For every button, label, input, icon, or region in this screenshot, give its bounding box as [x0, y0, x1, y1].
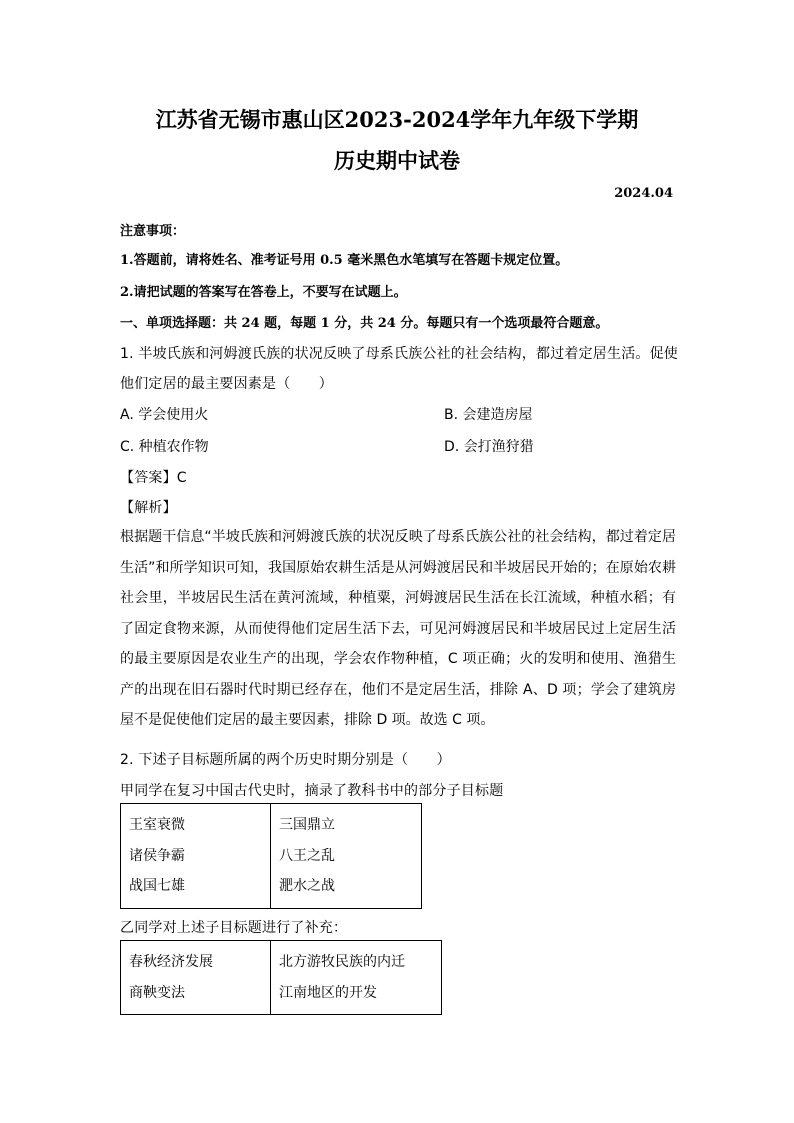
q1-stem-line1: 1. 半坡氏族和河姆渡氏族的状况反映了母系氏族公社的社会结构，都过着定居生活。促使 — [120, 346, 679, 362]
table-cell: 诸侯争霸 — [129, 847, 185, 864]
table-cell: 八王之乱 — [279, 847, 335, 864]
table-cell: 春秋经济发展 — [129, 954, 213, 970]
q2-intro-a: 甲同学在复习中国古代史时，摘录了教科书中的部分子目标题 — [120, 783, 504, 799]
q1-analysis-label: 【解析】 — [120, 500, 177, 516]
table-cell: 江南地区的开发 — [279, 984, 377, 1001]
table-cell: 战国七雄 — [129, 878, 185, 894]
q1-option-a: A. 学会使用火 — [120, 407, 209, 423]
q1-stem-line2: 他们定居的最主要因素是（ ） — [120, 376, 333, 392]
q2-table-a — [120, 803, 422, 909]
notice-item-1: 1.答题前，请将姓名、准考证号用 0.5 毫米黑色水笔填写在答题卡规定位置。 — [120, 253, 569, 268]
table-cell: 商鞅变法 — [129, 984, 185, 1001]
exam-title-line2: 历史期中试卷 — [334, 148, 460, 173]
q2-table-b-left — [121, 941, 271, 1015]
q1-analysis-text: 根据题干信息“半坡氏族和河姆渡氏族的状况反映了母系氏族公社的社会结构，都过着定居生活”和所学知识可知，我国原始农耕生活是从河姆渡居民和半坡居民开始的；在原始农耕社会里，半坡居民生活在黄河流域，种植粟，河姆渡居民生活在长江流域，种植水稻；有了固定食物来源，从而使得他们定居生活下去，可见河姆渡居民和半坡居民过上定居生活的最主要原因是农业生产的出现，学会农作物种植，C 项正确；火的发明和使用、渔猎生产的出现在旧石器时代时期已经存在，他们不是定居生活，排除 A、D 项；学会了建筑房屋不是促使他们定居的最主要因素，排除 D 项。故选 C 项。 — [120, 529, 676, 728]
q1-option-b: B. 会建造房屋 — [444, 407, 533, 423]
notice-heading: 注意事项： — [120, 224, 186, 239]
q2-table-a-right — [271, 804, 422, 909]
q1-option-d: D. 会打渔狩猎 — [444, 439, 534, 455]
q2-table-b — [120, 940, 442, 1015]
q2-intro-b: 乙同学对上述子目标题进行了补充： — [120, 920, 348, 936]
q1-option-c: C. 种植农作物 — [120, 439, 209, 455]
exam-title-line1: 江苏省无锡市惠山区2023-2024学年九年级下学期 — [155, 107, 639, 132]
q2-stem: 2. 下述子目标题所属的两个历史时期分别是（ ） — [120, 752, 451, 768]
q2-table-a-left — [121, 804, 271, 909]
table-cell: 淝水之战 — [279, 878, 335, 894]
exam-date: 2024.04 — [614, 186, 673, 201]
q2-table-b-right — [271, 941, 442, 1015]
section-heading: 一、单项选择题：共 24 题，每题 1 分，共 24 分。每题只有一个选项最符合题意。 — [120, 316, 609, 331]
table-cell: 北方游牧民族的内迁 — [279, 954, 405, 970]
q1-answer: 【答案】C — [120, 470, 187, 486]
table-cell: 三国鼎立 — [279, 817, 335, 833]
table-cell: 王室衰微 — [129, 817, 185, 833]
notice-item-2: 2.请把试题的答案写在答卷上，不要写在试题上。 — [120, 285, 407, 300]
